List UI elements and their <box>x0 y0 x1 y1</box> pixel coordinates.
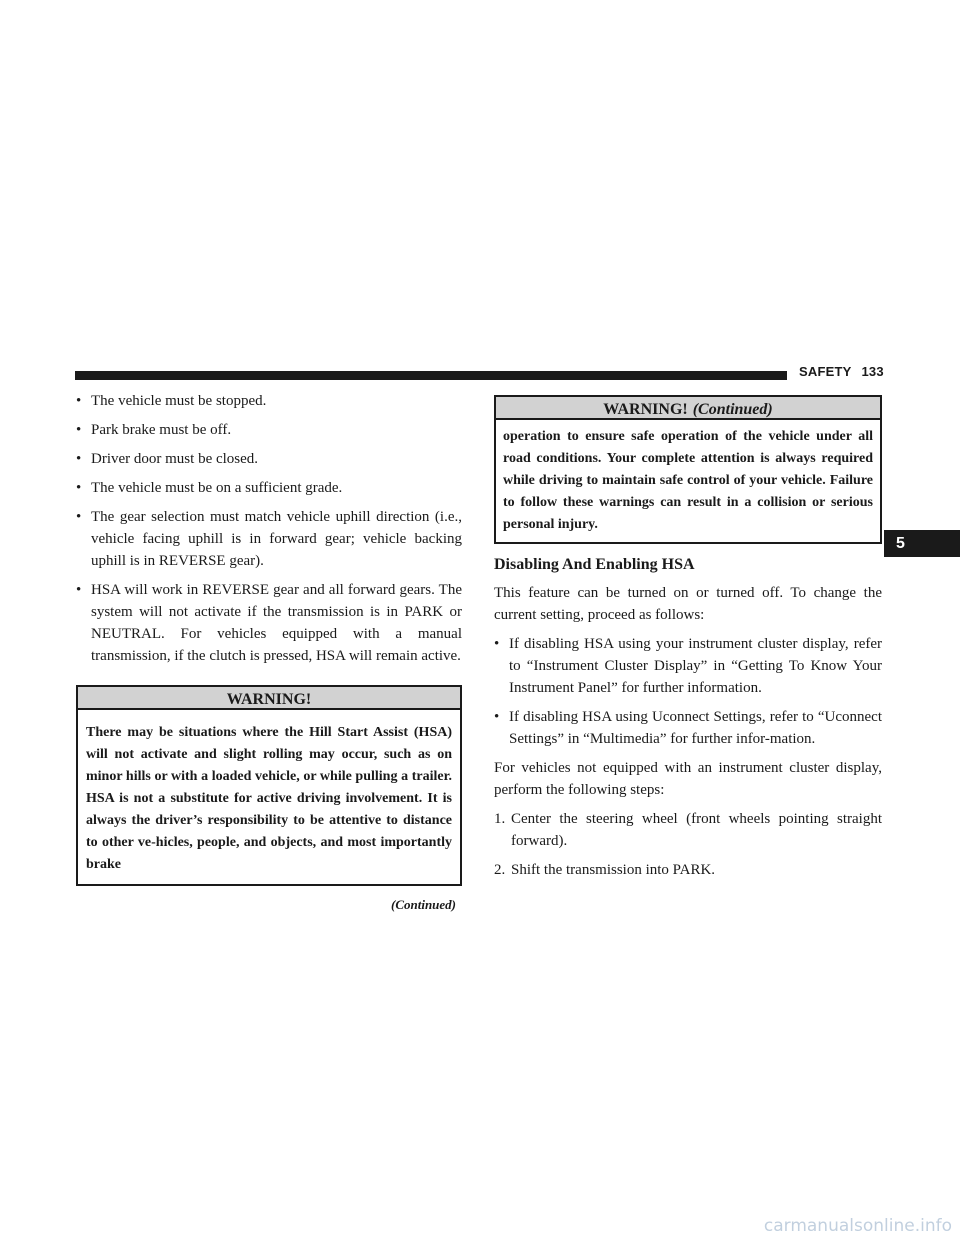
warning-title-text: WARNING! <box>603 401 688 418</box>
list-item: • If disabling HSA using Uconnect Settings, refer to “Uconnect Settings” in “Multimedia” for further infor-mation. <box>494 706 882 750</box>
step-item <box>494 859 882 881</box>
list-item: • The vehicle must be on a sufficient grade. <box>76 477 462 499</box>
right-column <box>494 395 882 888</box>
section-name: SAFETY <box>799 364 852 379</box>
running-header <box>799 364 884 379</box>
chapter-tab[interactable]: 5 <box>884 530 960 557</box>
warning-title-suffix: (Continued) <box>692 401 773 418</box>
step-text: Center the steering wheel (front wheels pointing straight forward). <box>511 811 882 849</box>
list-item: • Driver door must be closed. <box>76 448 462 470</box>
section-heading: Disabling And Enabling HSA <box>494 556 695 573</box>
warning-box <box>76 685 462 886</box>
step-number: 2. <box>494 862 506 878</box>
list-item: • The gear selection must match vehicle uphill direction (i.e., vehicle facing uphill is in forward gear; vehicle backing uphill is in REVERSE gear). <box>76 506 462 572</box>
continued-note: (Continued) <box>390 897 456 912</box>
step-item <box>494 808 882 852</box>
left-column <box>76 390 462 916</box>
step-text: Shift the transmission into PARK. <box>511 862 716 878</box>
paragraph: For vehicles not equipped with an instrument cluster display, perform the following steps: <box>494 760 882 798</box>
warning-title: WARNING! <box>78 687 460 710</box>
list-item: • Park brake must be off. <box>76 419 462 441</box>
list-item: • HSA will work in REVERSE gear and all forward gears. The system will not activate if the transmission is in PARK or NEUTRAL. For vehicles equipped with a manual transmission, if the clutch is pressed, HSA will remain active. <box>76 579 462 667</box>
header-rule <box>75 371 787 380</box>
list-item: • The vehicle must be stopped. <box>76 390 462 412</box>
list-item: • If disabling HSA using your instrument cluster display, refer to “Instrument Cluster Display” in “Getting To Know Your Instrument Panel” for further information. <box>494 633 882 699</box>
warning-title <box>496 397 880 420</box>
warning-text: There may be situations where the Hill Start Assist (HSA) will not activate and slight rolling may occur, such as on minor hills or with a loaded vehicle, or while pulling a trailer. HSA is not a substitute for active driving involvement. It is always the driver’s responsibility to be attentive to distance to other ve-hicles, people, and objects, and most importantly brake <box>86 725 452 872</box>
intro-paragraph: This feature can be turned on or turned off. To change the current setting, proceed as follows: <box>494 585 882 623</box>
warning-text: operation to ensure safe operation of the vehicle under all road conditions. Your complete attention is always required while driving to maintain safe control of your vehicle. Failure to follow these warnings can result in a collision or serious personal injury. <box>503 429 873 532</box>
warning-box-continued <box>494 395 882 544</box>
page-number: 133 <box>861 364 884 379</box>
step-number: 1. <box>494 811 506 827</box>
watermark: carmanualsonline.info <box>763 1216 952 1236</box>
